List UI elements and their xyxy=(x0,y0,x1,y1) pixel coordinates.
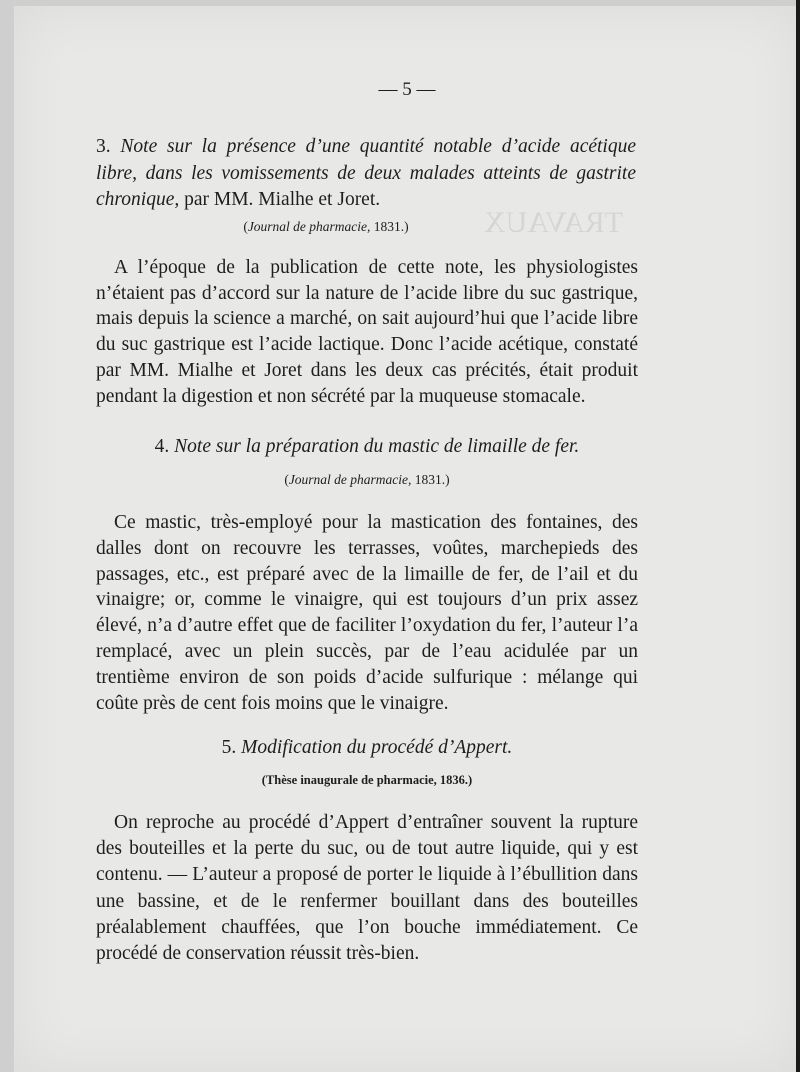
section-5-body: On reproche au procédé d’Appert d’entraîner souvent la rupture des bouteilles et la perte du suc, ou de tout autre liquide, qui y est contenu. — L’auteur a proposé de porter le liquide à l’ébullition dans une bassine, et de le renfermer bouillant dans des bouteilles préalablement chauffées, que l’on bouche immédiatement. Ce procédé de conservation réussit très-bien. xyxy=(96,812,638,965)
show-through-text: TRAVAUX xyxy=(484,206,623,239)
page-number: — 5 — xyxy=(378,79,436,100)
section-4-source-title: Journal de pharmacie, xyxy=(288,472,412,487)
section-5-source: (Thèse inaugurale de pharmacie, 1836.) xyxy=(261,773,473,787)
section-3-heading xyxy=(96,134,636,214)
section-4-heading xyxy=(96,434,638,461)
document-page xyxy=(14,6,800,1072)
section-3-authors: par MM. Mialhe et Joret. xyxy=(184,189,381,210)
section-5-heading xyxy=(96,735,638,762)
section-4-number: 4. xyxy=(154,436,170,457)
section-5-number: 5. xyxy=(221,737,237,758)
section-3-source-title: Journal de pharmacie, xyxy=(247,219,371,234)
page-edge-shadow xyxy=(796,0,800,1072)
section-4-source-year: 1831. xyxy=(414,472,446,487)
section-4-title: Note sur la préparation du mastic de limaille de fer. xyxy=(174,436,580,457)
section-3-number: 3. xyxy=(96,136,111,157)
section-4-body: Ce mastic, très-employé pour la mastication des fontaines, des dalles dont on recouvre les terrasses, voûtes, marchepieds des passages, etc., est préparé avec de la limaille de fer, de l’ail et du vinaigre; or, comme le vinaigre, qui est toujours d’un prix assez élevé, n’a d’autre effet que de faciliter l’oxydation du fer, l’auteur l’a remplacé, avec un plein succès, par de l’eau acidulée par un trentième environ de son poids d’acide sulfurique : mélange qui coûte près de cent fois moins que le vinaigre. xyxy=(96,512,638,714)
section-3-title: Note sur la présence d’une quantité notable d’acide acétique libre, dans les vomissements de deux malades atteints de gastrite chronique, xyxy=(96,136,637,210)
section-3-body: A l’époque de la publication de cette note, les physiologistes n’étaient pas d’accord sur la nature de l’acide libre du suc gastrique, mais depuis la science a marché, on sait aujourd’hui que l’acide libre du suc gastrique est l’acide lactique. Donc l’acide acétique, constaté par MM. Mialhe et Joret dans les deux cas précités, était produit pendant la digestion et non sécrété par la muqueuse stomacale. xyxy=(96,257,638,407)
section-3-source-year: 1831. xyxy=(373,219,405,234)
section-3-source: (Journal de pharmacie, 1831.) xyxy=(243,219,409,234)
section-5-title: Modification du procédé d’Appert. xyxy=(241,737,513,758)
section-4-source: (Journal de pharmacie, 1831.) xyxy=(284,472,450,487)
